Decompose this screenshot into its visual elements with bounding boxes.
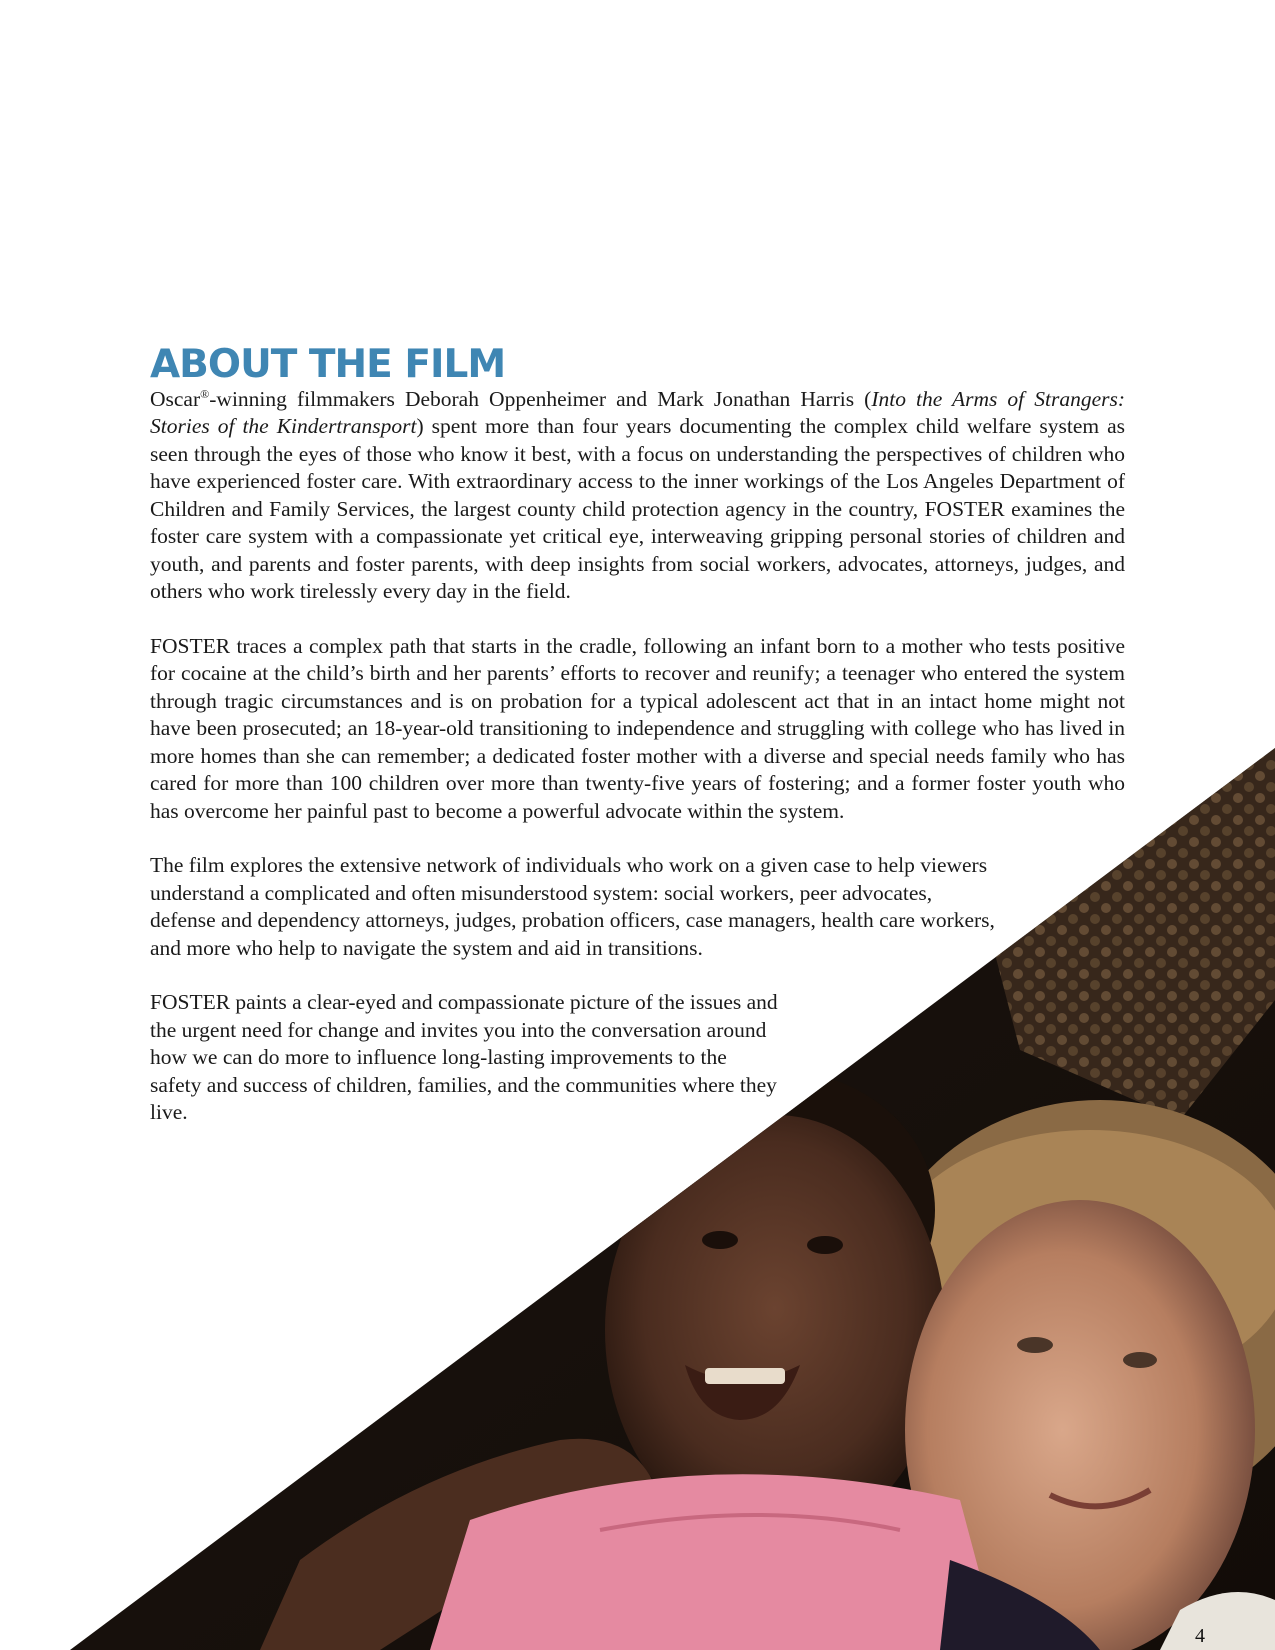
paragraph-conclusion: FOSTER paints a clear-eyed and compassionate picture of the issues and the urgent need for change and invites you into the conversation around how we can do more to influence long-lasting improvements to the safety and success of children, families, and the communities where they live.	[150, 990, 778, 1125]
paragraph-network: The film explores the extensive network of individuals who work on a given case to help viewers understand a complicated and often misunderstood system: social workers, peer advocates, defense and dependency attorneys, judges, probation officers, case managers, health care workers, and more who help to navigate the system and aid in transitions.	[150, 853, 995, 960]
registered-mark: ®	[200, 386, 210, 401]
film-title-reference: Into the Arms of Strangers: Stories of the Kindertransport	[150, 386, 1126, 439]
paragraph-intro	[150, 386, 1125, 606]
paragraph-path: FOSTER traces a complex path that starts in the cradle, following an infant born to a mother who tests positive for cocaine at the child’s birth and her parents’ efforts to recover and reunify; a teenager who entered the system through tragic circumstances and is on probation for a typical adolescent act that in an intact home might not have been prosecuted; an 18-year-old transitioning to independence and struggling with college who has lived in more homes than she can remember; a dedicated foster mother with a diverse and special needs family who has cared for more than 100 children over more than twenty-five years of fostering; and a former foster youth who has overcome her painful past to become a powerful advocate within the system.	[150, 633, 1125, 823]
section-title: ABOUT THE FILM	[150, 342, 506, 387]
page-number: 4	[1195, 1625, 1205, 1647]
intro-lead: Oscar	[150, 386, 201, 411]
intro-text-b: ) spent more than four years documenting the complex child welfare system as seen through the eyes of those who know it best, with a focus on understanding the perspectives of children who have experienced foster care. With extraordinary access to the inner workings of the Los Angeles Department of Children and Family Services, the largest county child protection agency in the country, FOSTER examines the foster care system with a compassionate yet critical eye, interweaving gripping personal stories of children and youth, and parents and foster parents, with deep insights from social workers, advocates, attorneys, judges, and others who work tirelessly every day in the field.	[150, 414, 1125, 604]
intro-text-a: -winning filmmakers Deborah Oppenheimer and Mark Jonathan Harris (	[209, 386, 872, 411]
about-section	[150, 342, 1126, 1154]
